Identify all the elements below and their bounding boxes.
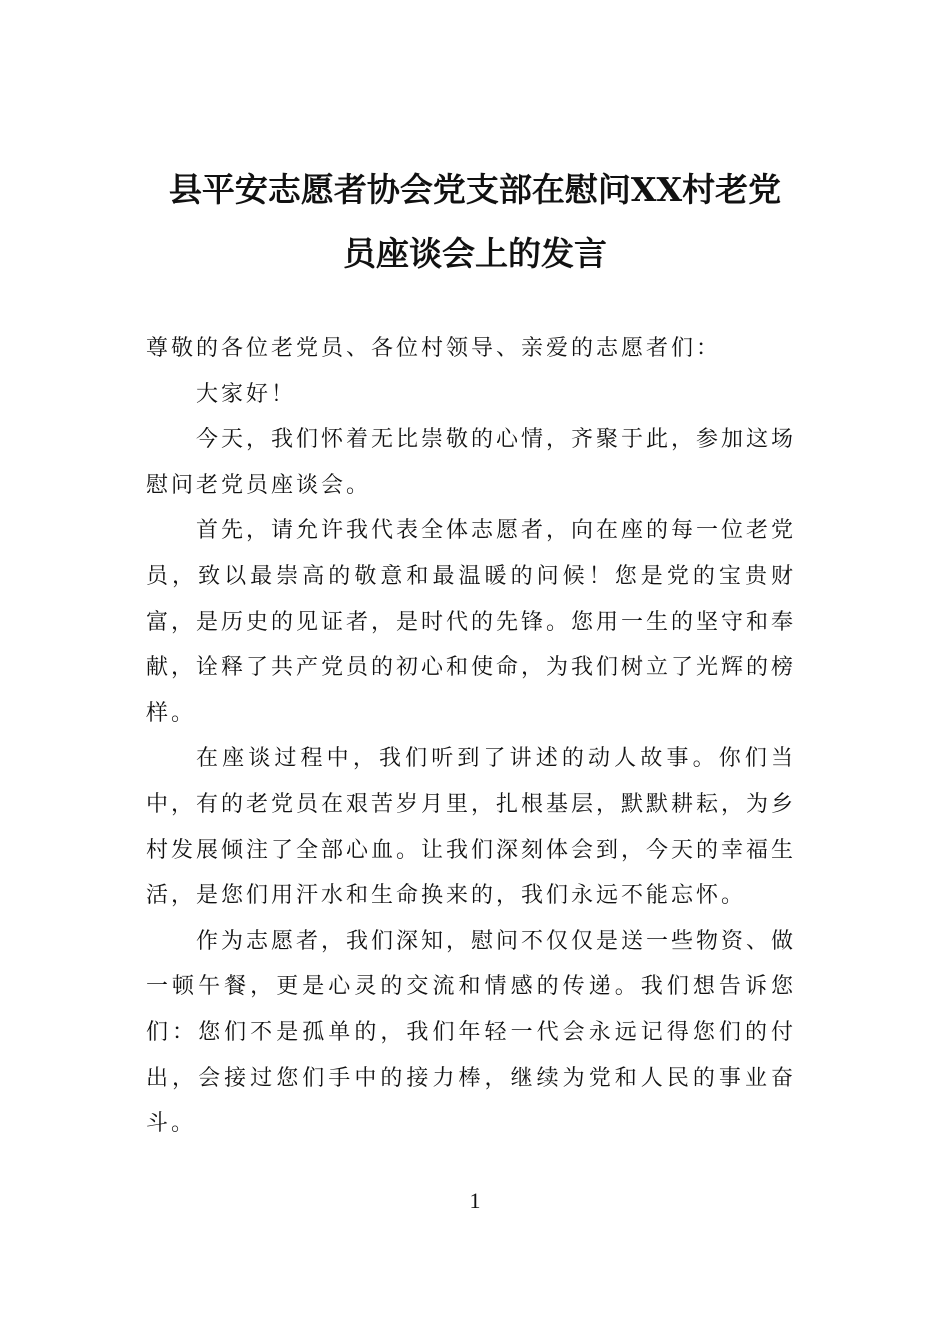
paragraph-2: 首先，请允许我代表全体志愿者，向在座的每一位老党员，致以最崇高的敬意和最温暖的问候！您是党的宝贵财富，是历史的见证者，是时代的先锋。您用一生的坚守和奉献，诠释了共产党员的初心和使命，为我们树立了光辉的榜样。	[146, 518, 797, 726]
document-title	[130, 158, 820, 286]
title-line-2: 员座谈会上的发言	[343, 234, 607, 273]
paragraph-4: 作为志愿者，我们深知，慰问不仅仅是送一些物资、做一顿午餐，更是心灵的交流和情感的传递。我们想告诉您们：您们不是孤单的，我们年轻一代会永远记得您们的付出，会接过您们手中的接力棒，继续为党和人民的事业奋斗。	[146, 928, 797, 1137]
greeting: 大家好！	[196, 381, 297, 407]
salutation: 尊敬的各位老党员、各位村领导、亲爱的志愿者们：	[146, 336, 722, 361]
title-line-1: 县平安志愿者协会党支部在慰问XX村老党	[168, 170, 782, 209]
page-number: 1	[469, 1188, 481, 1213]
paragraph-3: 在座谈过程中，我们听到了讲述的动人故事。你们当中，有的老党员在艰苦岁月里，扎根基层，默默耕耘，为乡村发展倾注了全部心血。让我们深刻体会到，今天的幸福生活，是您们用汗水和生命换来的，我们永远不能忘怀。	[146, 746, 797, 909]
document-body	[146, 326, 796, 1147]
paragraph-1: 今天，我们怀着无比崇敬的心情，齐聚于此，参加这场慰问老党员座谈会。	[146, 427, 797, 498]
